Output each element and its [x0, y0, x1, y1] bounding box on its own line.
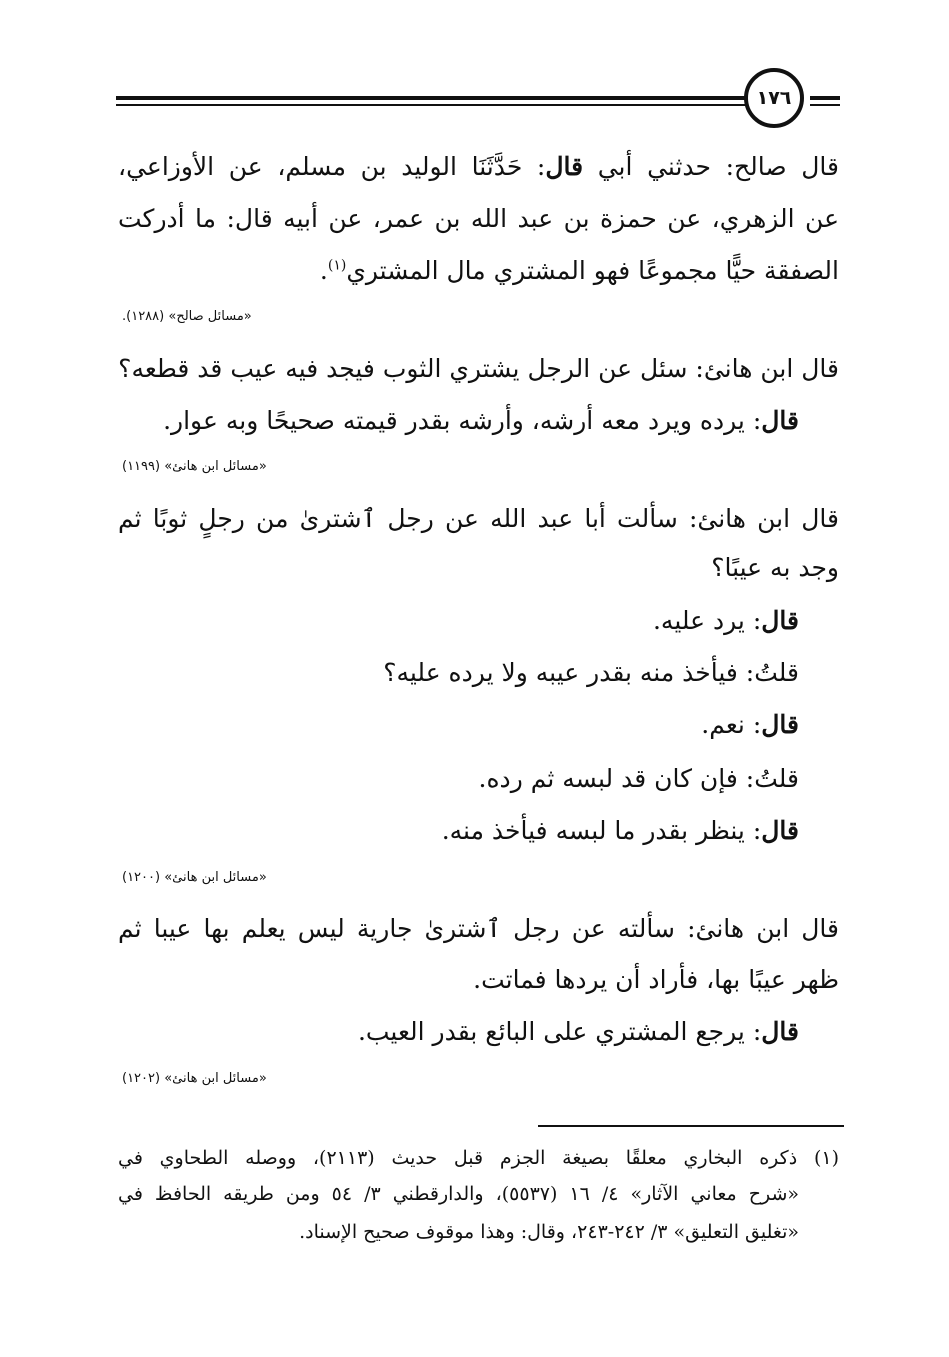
text-run: : ينظر بقدر ما لبسه فيأخذ منه. [441, 816, 762, 845]
entry-4-line-2: ظهر عيبًا بها، فأراد أن يردها فماتت. [473, 965, 839, 994]
header-rule-right [810, 96, 840, 100]
speaker-label: قال [545, 152, 584, 181]
entry-1-line-2: عن الزهري، عن حمزة بن عبد الله بن عمر، عن أبيه قال: ما أدركت [118, 204, 839, 233]
speaker-label: قال [761, 1017, 799, 1046]
entry-2-line-2 [163, 404, 799, 438]
source-citation: «مسائل ابن هانئ» (١٢٠٢) [122, 1071, 267, 1086]
page-number-text: ١٧٦ [756, 87, 792, 109]
entry-1-line-3 [320, 254, 839, 288]
page-number [744, 68, 804, 128]
header-rule [116, 96, 746, 100]
footnote-marker: (١) [813, 1147, 839, 1169]
text-run: : يرد عليه. [652, 606, 762, 635]
entry-3-line-5 [701, 708, 799, 742]
source-citation: «مسائل ابن هانئ» (١١٩٩) [122, 459, 267, 474]
text-run: قال صالح: حدثني أبي [583, 152, 839, 181]
entry-2-line-1: قال ابن هانئ: سئل عن الرجل يشتري الثوب فيجد فيه عيب قد قطعه؟ [118, 354, 839, 383]
header-rule-thin [116, 104, 746, 106]
footnote-reference[interactable]: (١) [327, 257, 347, 274]
source-citation: «مسائل صالح» (١٢٨٨). [122, 309, 252, 324]
entry-3-line-6: قلتُ: فإن كان قد لبسه ثم رده. [478, 764, 799, 793]
entry-4-line-3 [358, 1015, 799, 1049]
entry-1-line-1 [118, 150, 839, 184]
entry-3-line-4: قلتُ: فيأخذ منه بقدر عيبه ولا يرده عليه؟ [383, 658, 799, 687]
entry-4-line-1: قال ابن هانئ: سألته عن رجل ٱشترىٰ جارية ليس يعلم بها عيبا ثم [118, 914, 839, 943]
entry-3-line-7 [442, 814, 799, 848]
header-rule-right-thin [810, 104, 840, 106]
text-run: الصفقة حيًّا مجموعًا فهو المشتري مال المشتري [346, 256, 839, 285]
text-run: : يرجع المشتري على البائع بقدر العيب. [357, 1017, 762, 1046]
text-run: . [319, 256, 328, 285]
text-run: : نعم. [701, 710, 762, 739]
text-run: : حَدَّثَنَا الوليد بن مسلم، عن الأوزاعي، [118, 152, 546, 181]
entry-3-line-1: قال ابن هانئ: سألت أبا عبد الله عن رجل ٱشترىٰ من رجلٍ ثوبًا ثم [118, 504, 839, 533]
source-citation: «مسائل ابن هانئ» (١٢٠٠) [122, 870, 267, 885]
speaker-label: قال [761, 406, 799, 435]
speaker-label: قال [761, 710, 799, 739]
speaker-label: قال [761, 816, 799, 845]
footnote-1-line-2: «شرح معاني الآثار» ٤/ ١٦ (٥٥٣٧)، والدارقطني ٣/ ٥٤ ومن طريقه الحافظ في [118, 1183, 799, 1205]
footnote-1-line-1 [118, 1144, 839, 1172]
footnote-separator [538, 1125, 844, 1127]
entry-3-line-3 [653, 604, 799, 638]
text-run: : يرده ويرد معه أرشه، وأرشه بقدر قيمته صحيحًا وبه عوار. [163, 406, 762, 435]
footnote-1-line-3: «تغليق التعليق» ٣/ ٢٤٢-٢٤٣، وقال: وهذا موقوف صحيح الإسناد. [299, 1221, 799, 1243]
speaker-label: قال [761, 606, 799, 635]
entry-3-line-2: وجد به عيبًا؟ [711, 553, 839, 582]
text-run: ذكره البخاري معلقًا بصيغة الجزم قبل حديث (٢١١٣)، ووصله الطحاوي في [118, 1147, 798, 1169]
